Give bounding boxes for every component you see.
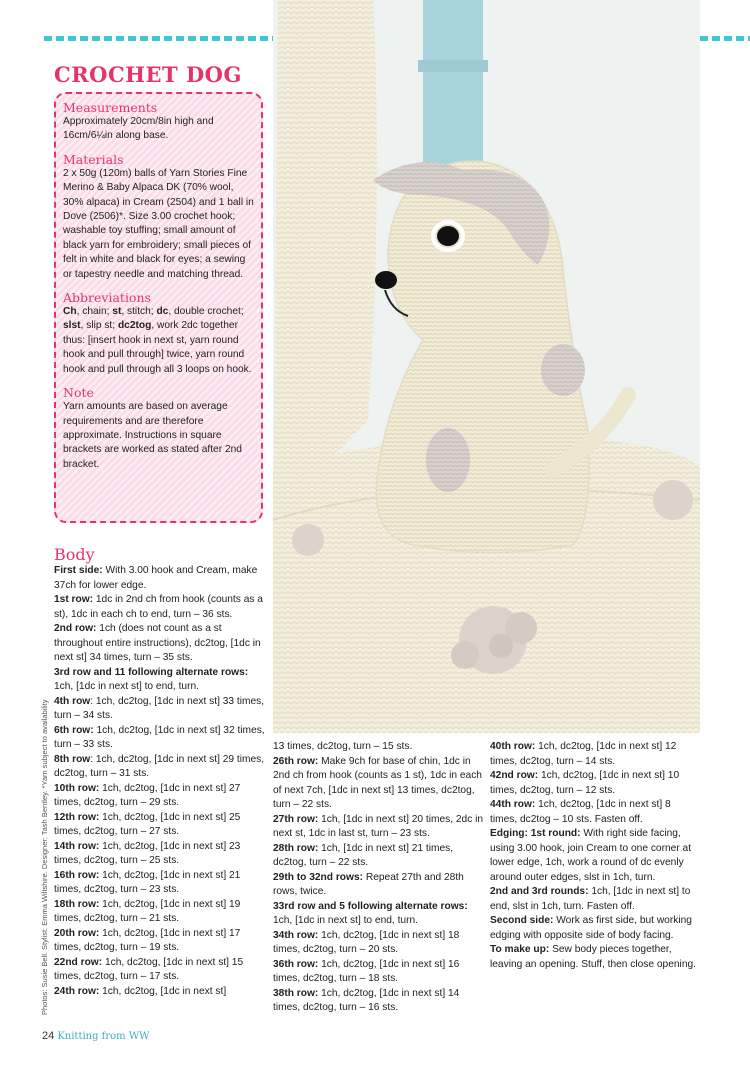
instruction-text: 1ch, dc2tog, [1dc in next st] 27 times, dc2tog, turn – 29 sts. (54, 782, 241, 808)
instruction-text: 1ch, dc2tog, [1dc in next st] 12 times, dc2tog, turn – 14 sts. (490, 741, 677, 767)
instruction-text: 1ch, [1dc in next st] 20 times, 2dc in next st, 1dc in last st, turn – 23 sts. (273, 813, 484, 839)
abbr-def: , slip st; (80, 320, 118, 332)
instruction-paragraph (54, 753, 266, 782)
instructions-column-2 (273, 740, 486, 1016)
chair-back-bar (423, 0, 483, 170)
instruction-paragraph (54, 956, 266, 985)
instruction-text: 1ch, [1dc in next st] to end, turn. (273, 915, 418, 926)
abbr-def: , stitch; (121, 306, 157, 318)
instruction-text: 1ch, dc2tog, [1dc in next st] 8 times, dc2tog – 10 sts. Fasten off. (490, 799, 671, 825)
instruction-label: 26th row: (273, 755, 319, 767)
instructions-column-3 (490, 740, 700, 972)
materials-text: 2 x 50g (120m) balls of Yarn Stories Fine Merino & Baby Alpaca DK (70% wool, 30% alpaca) in Cream (2504) and 1 ball in Dove (2506)*. Size 3.00 crochet hook; washable toy stuffing; small amount of black yarn for embroidery; small pieces of felt in white and black for eyes; a sewing or tapestry needle and matching thread. (63, 167, 254, 280)
instruction-label: 20th row: (54, 927, 100, 939)
abbr-def: , work 2dc together thus: [insert hook in next st, yarn round hook and pull through] twice, yarn round hook and pull through all 3 loops on hook. (63, 320, 252, 375)
measurements-heading: Measurements (63, 100, 158, 115)
instruction-paragraph (54, 666, 266, 695)
abbr-def: , double crochet; (168, 306, 244, 318)
instruction-text: Make 9ch for base of chin, 1dc in 2nd ch from hook (counts as 1 st), 1dc in each of next 7ch, [1dc in next st] 13 times, dc2tog, turn – 22 sts. (273, 755, 482, 810)
instruction-paragraph (490, 769, 700, 798)
instruction-text: Repeat 27th and 28th rows, twice. (273, 871, 464, 897)
dog-illustration (273, 0, 700, 733)
instruction-text: Sew body pieces together, leaving an opening. Stuff, then close opening. (490, 944, 696, 970)
dog-spot (426, 428, 470, 492)
instruction-label: 44th row: (490, 799, 536, 810)
instruction-paragraph (54, 564, 266, 593)
instruction-paragraph (273, 755, 486, 813)
instruction-label: 4th row (54, 695, 91, 707)
dog-spot (541, 344, 585, 396)
flower-motif-small (292, 524, 324, 556)
instruction-paragraph (54, 811, 266, 840)
instruction-label: 12th row: (54, 811, 100, 823)
abbr-term: dc (156, 306, 169, 318)
instruction-label: 33rd row and 5 following alternate rows: (273, 900, 468, 912)
abbr-def: , chain; (76, 306, 113, 318)
abbr-term: Ch (63, 306, 77, 318)
instruction-label: Second side: (490, 915, 554, 926)
abbr-term: dc2tog (117, 320, 152, 332)
instruction-text: 1ch, dc2tog, [1dc in next st] 18 times, dc2tog, turn – 20 sts. (273, 929, 460, 955)
instruction-paragraph (490, 827, 700, 885)
instruction-text: 1ch, dc2tog, [1dc in next st] 25 times, dc2tog, turn – 27 sts. (54, 811, 241, 837)
note-text: Yarn amounts are based on average requirements and are therefore approximate. Instructions in square brackets are worked as stated after 2nd bracket. (63, 401, 242, 470)
instruction-label: 36th row: (273, 958, 319, 970)
instruction-paragraph (273, 900, 486, 929)
abbreviations-text (63, 305, 255, 377)
instruction-text: With 3.00 hook and Cream, make 37ch for lower edge. (54, 565, 258, 591)
instruction-paragraph (490, 914, 700, 943)
instruction-label: 18th row: (54, 898, 100, 910)
instruction-paragraph (490, 740, 700, 769)
instruction-label: 8th row (54, 753, 91, 765)
instruction-label: 14th row: (54, 840, 100, 852)
instruction-paragraph (54, 927, 266, 956)
instruction-text: 1ch, [1dc in next st] 21 times, dc2tog, turn – 22 sts. (273, 842, 454, 868)
note-heading: Note (63, 385, 94, 401)
instruction-text: 1dc in 2nd ch from hook (counts as a st), 1dc in each ch to end, turn – 36 sts. (54, 594, 263, 620)
pattern-info-box (54, 92, 263, 523)
instructions-column-1 (54, 564, 266, 999)
instruction-text: 13 times, dc2tog, turn – 15 sts. (273, 741, 413, 752)
instruction-paragraph (273, 740, 486, 755)
instruction-text: 1ch, dc2tog, [1dc in next st] 15 times, dc2tog, turn – 17 sts. (54, 956, 244, 982)
instruction-label: First side: (54, 565, 103, 576)
abbreviations-heading: Abbreviations (63, 290, 151, 306)
instruction-label: 24th row: (54, 985, 100, 997)
instruction-paragraph (54, 724, 266, 753)
instruction-text: 1ch, dc2tog, [1dc in next st] 16 times, dc2tog, turn – 18 sts. (273, 958, 460, 984)
page-number: 24 (42, 1030, 55, 1042)
instruction-label: 2nd row: (54, 623, 97, 634)
instruction-paragraph (54, 985, 266, 1000)
instruction-label: 6th row: (54, 724, 94, 736)
instruction-label: 34th row: (273, 929, 319, 941)
instruction-paragraph (54, 622, 266, 666)
instruction-text: 1ch, dc2tog, [1dc in next st] 10 times, dc2tog, turn – 12 sts. (490, 770, 680, 796)
instruction-paragraph (273, 842, 486, 871)
photo-credits: Photos: Susie Bell. Stylist: Emma Wiltshire. Designer: Tash Bentley. *Yarn subject to availability (40, 699, 49, 1015)
instruction-label: 38th row: (273, 987, 319, 999)
instruction-paragraph (273, 929, 486, 958)
instruction-label: 28th row: (273, 842, 319, 854)
instruction-label: 22nd row: (54, 956, 103, 968)
instruction-paragraph (54, 593, 266, 622)
instruction-text: 1ch, dc2tog, [1dc in next st] 19 times, dc2tog, turn – 21 sts. (54, 898, 241, 924)
measurements-text: Approximately 20cm/8in high and 16cm/6¼in along base. (63, 116, 214, 142)
instruction-text: 1ch, dc2tog, [1dc in next st] 17 times, dc2tog, turn – 19 sts. (54, 927, 241, 953)
instruction-label: 3rd row and 11 following alternate rows: (54, 666, 249, 678)
instruction-label: 1st row: (54, 594, 94, 605)
instruction-text: 1ch, dc2tog, [1dc in next st] 23 times, dc2tog, turn – 25 sts. (54, 840, 241, 866)
instruction-text: : 1ch, dc2tog, [1dc in next st] 29 times, dc2tog, turn – 31 sts. (54, 753, 265, 779)
instruction-text: With right side facing, using 3.00 hook, join Cream to one corner at lower edge, 1ch, work a round of dc evenly around outer edges, slst in 1ch, turn. (490, 828, 692, 883)
instruction-paragraph (490, 885, 700, 914)
instruction-label: 40th row: (490, 741, 536, 752)
instruction-paragraph (54, 898, 266, 927)
page-title: CROCHET DOG (54, 62, 242, 87)
instruction-text: Work as first side, but working edging with opposite side of body facing. (490, 915, 692, 941)
instruction-paragraph (54, 840, 266, 869)
instruction-paragraph (273, 958, 486, 987)
instruction-text: : 1ch, dc2tog, [1dc in next st] 33 times, turn – 34 sts. (54, 695, 265, 721)
instruction-paragraph (273, 987, 486, 1016)
instruction-label: 42nd row: (490, 770, 539, 781)
decorative-top-line-left (44, 36, 276, 41)
instruction-text: 1ch, dc2tog, [1dc in next st] 21 times, dc2tog, turn – 23 sts. (54, 869, 241, 895)
instruction-paragraph (54, 782, 266, 811)
body-section-heading: Body (54, 545, 95, 564)
instruction-label: Edging: 1st round: (490, 828, 581, 839)
instruction-label: 27th row: (273, 813, 319, 825)
instruction-text: 1ch, dc2tog, [1dc in next st] 14 times, dc2tog, turn – 16 sts. (273, 987, 460, 1013)
instruction-paragraph (273, 871, 486, 900)
dog-nose (375, 271, 397, 289)
instruction-paragraph (273, 813, 486, 842)
instruction-paragraph (490, 798, 700, 827)
instruction-text: 1ch, [1dc in next st] to end, slst in 1ch, turn. Fasten off. (490, 886, 691, 912)
materials-heading: Materials (63, 151, 124, 167)
instruction-paragraph (490, 943, 700, 972)
magazine-name: Knitting from WW (57, 1031, 150, 1042)
instruction-text: 1ch (does not count as a st throughout entire instructions), dc2tog, [1dc in next st] 34 times, turn – 35 sts. (54, 623, 261, 663)
crochet-dog-photo (273, 0, 700, 733)
instruction-label: 16th row: (54, 869, 100, 881)
abbr-term: st (112, 306, 122, 318)
instruction-text: 1ch, dc2tog, [1dc in next st] 32 times, turn – 33 sts. (54, 724, 265, 750)
instruction-label: 29th to 32nd rows: (273, 871, 364, 883)
instruction-paragraph (54, 695, 266, 724)
instruction-label: 2nd and 3rd rounds: (490, 886, 589, 897)
instruction-label: 10th row: (54, 782, 100, 794)
decorative-top-line-right (700, 36, 750, 41)
abbr-term: slst (63, 320, 81, 332)
instruction-text: 1ch, dc2tog, [1dc in next st] (99, 985, 227, 997)
instruction-paragraph (54, 869, 266, 898)
page-footer (42, 1030, 149, 1042)
flower-motif-small (653, 480, 693, 520)
instruction-label: To make up: (490, 944, 550, 955)
instruction-text: 1ch, [1dc in next st] to end, turn. (54, 681, 199, 692)
